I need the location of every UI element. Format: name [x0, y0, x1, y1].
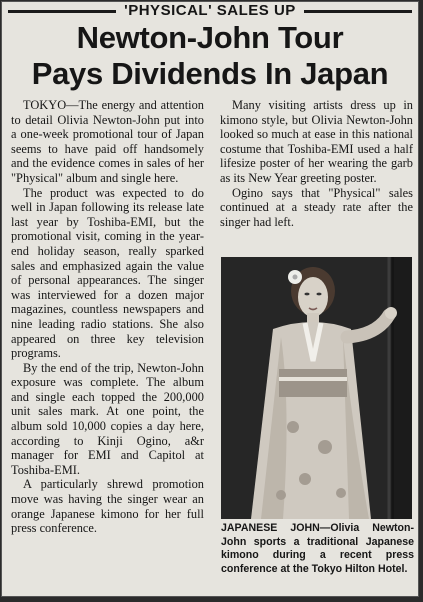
kicker: [2, 2, 418, 19]
paragraph: Ogino says that "Physical" sales continued at a steady rate after the singer had left.: [220, 185, 413, 229]
paragraph: A particularly shrewd promotion move was having the singer wear an orange Japanese kimono for her full press conference.: [11, 477, 204, 536]
paragraph: By the end of the trip, Newton-John exposure was complete. The album and single each topped the 200,000 unit sales mark. At one point, the album sold 10,000 copies a day here, according to Kinji Ogino, a&r manager for EMI and Capitol at Toshiba-EMI.: [11, 360, 204, 477]
body-column-left: [11, 98, 204, 536]
paragraph: TOKYO—The energy and attention to detail Olivia Newton-John put into a one-week promotional tour of Japan seems to have paid off handsomely and the evidence comes in sales of her "Physical" album and single here.: [11, 98, 204, 185]
photo-illustration: [221, 257, 412, 519]
kicker-text: 'PHYSICAL' SALES UP: [120, 2, 300, 19]
body-column-right: [220, 98, 413, 229]
headline: [2, 20, 418, 92]
headline-line-1: Newton-John Tour: [76, 20, 344, 55]
paragraph: The product was expected to do well in Japan following its release late last year by Toshiba-EMI, but the promotional visit, coming in the year-end holiday season, really sparked sales and emphasized again the value of personal appearances. The singer was interviewed for a dozen major magazines, countless newspapers and nine leading radio stations. She also appeared on three key television programs.: [11, 185, 204, 361]
paragraph: Many visiting artists dress up in kimono style, but Olivia Newton-John looked so much at ease in this national costume that Toshiba-EMI used a half lifesize poster of her wearing the garb as its New Year greeting poster.: [220, 98, 413, 185]
newspaper-clipping: [1, 1, 419, 597]
photo-caption: JAPANESE JOHN—Olivia Newton-John sports a traditional Japanese kimono during a recent press conference at the Tokyo Hilton Hotel.: [221, 522, 414, 575]
headline-line-2: Pays Dividends In Japan: [31, 56, 389, 91]
photo-olivia-kimono: [221, 257, 412, 519]
